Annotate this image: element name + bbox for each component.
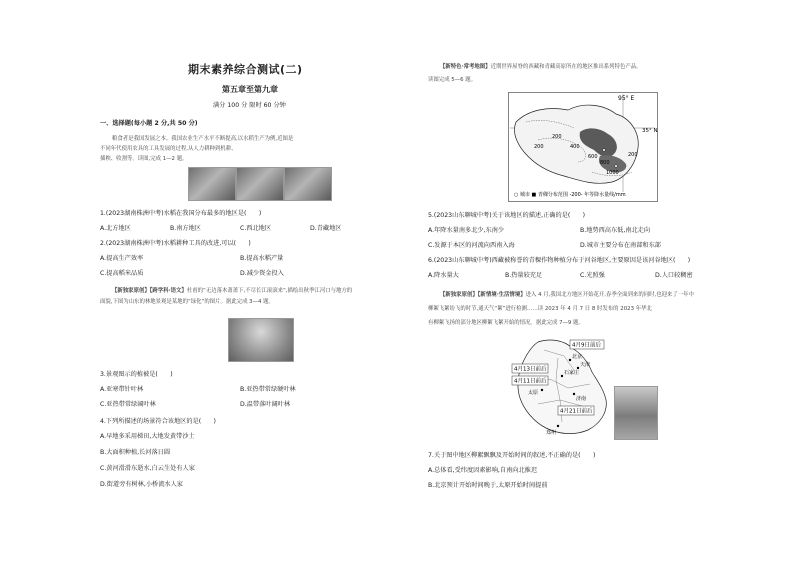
q7-stem: 7.关于图中地区柳絮飘飘及开始时间的叙述,不正确的是( )	[428, 452, 596, 459]
q4-option-d[interactable]: D.街道旁有树林,小桥流水人家	[100, 481, 183, 488]
q3-option-a[interactable]: A.亚寒带针叶林	[100, 386, 144, 393]
q4-stem: 4.下列所描述的场景符合该地区的是( )	[100, 418, 216, 425]
q5-option-b[interactable]: B.地势西高东低,南北走向	[580, 227, 651, 234]
map1-contour-label-3: 400	[570, 144, 580, 150]
q7-option-a[interactable]: A.总体看,受纬度因素影响,自南向北推迟	[428, 467, 538, 474]
map2-city-dot-shijiazhuang	[561, 375, 563, 377]
intro-line-2: 不同年代使用农具的工具发展的过程,从人力耕种到机耕、	[100, 146, 237, 152]
q6-option-b[interactable]: B.热量较充足	[505, 272, 543, 279]
new1-text-1	[112, 287, 352, 295]
new2-line-1	[440, 291, 694, 299]
map1-contour-label-7: 200	[628, 152, 638, 158]
map1-city-2	[615, 165, 618, 168]
right-intro-line-1	[440, 63, 642, 71]
q4-option-a[interactable]: A.早地多采用梯田,大地发黄带沙土	[100, 433, 195, 440]
new1-line-1: 杜甫的“无边落木萧萧下,不尽长江滚滚来”,描绘出秋季江河口与地方的	[186, 288, 353, 294]
score-time-meta: 满分 100 分 限时 60 分钟	[213, 102, 286, 109]
new1-tag: 【新独家原创】【跨学科·语文】	[112, 288, 187, 294]
map2-city-dot-tianjin	[577, 367, 579, 369]
q2-stem: 2.(2023湖南株洲中考)水稻耕种工具的改进,可以( )	[100, 240, 251, 247]
map2-city-dot-beijing	[569, 359, 571, 361]
q5-stem: 5.(2023山东聊城中考)关于该地区的描述,正确的是( )	[428, 212, 586, 219]
right-intro-line-2: 读图完成 5—6 题。	[428, 77, 477, 83]
photo-manual-farming	[188, 167, 236, 201]
right-intro-text-1: 近期世界屋脊的西藏和青藏高原所在的地区推出系列特色产品。	[490, 64, 642, 70]
photo-harvester	[284, 167, 332, 201]
map1-contour-label-4: 600	[588, 154, 598, 160]
q1-option-a[interactable]: A.北方地区	[100, 225, 131, 232]
intro-line-3: 插秧、收割等。读图,完成 1—2 题。	[100, 156, 188, 162]
q6-option-a[interactable]: A.降水量大	[428, 272, 459, 279]
map1-city-1	[603, 149, 606, 152]
map2-callout-2: 4月13日前后	[514, 366, 547, 373]
map2-city-dot-jinan	[573, 393, 575, 395]
photo-tractor-farming	[236, 167, 284, 201]
page-title: 期末素养综合测试(二)	[188, 63, 303, 76]
intro-line-1: 粮食者是我国发展之本。我国农业生产水平不断提高,以水稻生产为例,近图是	[112, 136, 294, 142]
map2-city-dot-zhengzhou	[557, 425, 559, 427]
map-north-china-catkins	[508, 336, 614, 440]
q2-option-d[interactable]: D.减少资金投入	[240, 270, 284, 277]
new2-line-3: 有柳絮飞扬的部分地区柳絮飞絮开始的情况。据此完成 7—9 题。	[428, 320, 584, 326]
q3-option-c[interactable]: C.亚热带常绿阔叶林	[100, 401, 156, 408]
new1-line-2: 面貌,下图为山东的林地景观是某地的“绿化”的图片。据此完成 3—4 题。	[100, 299, 274, 305]
map2-city-beijing: 北京	[572, 354, 583, 360]
q6-option-d[interactable]: D.人口较稠密	[655, 272, 693, 279]
q6-option-c[interactable]: C.光照强	[580, 272, 605, 279]
q2-option-b[interactable]: B.提高水稻产量	[240, 255, 284, 262]
q4-option-c[interactable]: C.黄河滑滑东逝水,白云生处有人家	[100, 465, 195, 472]
map2-callout-4: 4月21日前后	[560, 408, 593, 415]
new2-tag: 【新独家原创】【新情境·生活情境】	[440, 292, 526, 298]
map2-callout-3: 4月11日前后	[514, 378, 547, 385]
q5-option-c[interactable]: C.发源于本区的河流向西南入海	[428, 242, 515, 249]
map2-city-dot-taiyuan	[541, 389, 543, 391]
q2-option-c[interactable]: C.提高稻米品质	[100, 270, 144, 277]
map1-contour-label-5: 800	[600, 160, 610, 166]
q5-option-d[interactable]: D.城市主要分布在南部和东部	[580, 242, 661, 249]
photo-catkins-trees	[614, 386, 658, 440]
map2-city-zhengzhou: 郑州	[546, 430, 557, 436]
right-intro-tag: 【新特色·常考地图】	[440, 64, 491, 70]
q3-stem: 3.景观图示的植被是( )	[100, 371, 173, 378]
page-subtitle: 第五章至第九章	[222, 85, 278, 94]
q1-option-d[interactable]: D.青藏地区	[310, 225, 342, 232]
q1-option-c[interactable]: C.西北地区	[240, 225, 272, 232]
map2-region-outline	[518, 340, 606, 434]
map1-lon-label: 95° E	[618, 95, 635, 102]
q5-option-a[interactable]: A.年降水量南多北少,东南少	[428, 227, 505, 234]
map2-city-shijiazhuang: 石家庄	[564, 370, 580, 376]
map1-contour-label-2: 200	[534, 144, 544, 150]
q2-option-a[interactable]: A.提高生产效率	[100, 255, 144, 262]
q3-option-d[interactable]: D.温带落叶阔叶林	[240, 401, 291, 408]
map1-legend: ○ 城市 ■ 青稞分布范围 -200- 年等降水量线/mm	[514, 192, 626, 198]
q6-stem: 6.(2023山东聊城中考)西藏被称誉的青稞作物种植分布于河谷地区,主要原因是该河谷地区( )	[428, 257, 691, 264]
map1-lat-label: 35° N	[642, 128, 658, 134]
map2-city-tianjin: 天津	[580, 362, 591, 368]
map2-city-jinan: 济南	[576, 396, 587, 402]
map2-callout-1: 4月9日前后	[572, 342, 601, 349]
section-heading: 一、选择题(每小题 2 分,共 50 分)	[100, 120, 198, 127]
q7-option-b[interactable]: B.北京预计开始时间晚于,太原开始时间提前	[428, 482, 548, 489]
map-qinghai-tibet	[508, 92, 658, 202]
new2-line-2: 柳絮飞絮纷飞的时节,通天气“絮”进行检测……读 2023 年 4 月 7 日 8 时发布的 2023 年华北	[428, 306, 652, 312]
map1-contour-label-1: 200	[552, 134, 562, 140]
q1-stem: 1.(2023湖南株洲中考)水稻在我国分布最多的地区是( )	[100, 210, 262, 217]
q1-option-b[interactable]: B.南方地区	[170, 225, 201, 232]
q3-option-b[interactable]: B.亚热带常绿硬叶林	[240, 386, 296, 393]
new2-text-1: 进入 4 月,我国北方地区开始花开,春季全面到来的同时,也迎来了一年中	[525, 292, 694, 298]
photo-forest-landscape	[228, 318, 294, 362]
map2-city-taiyuan: 太原	[528, 390, 539, 396]
q4-option-b[interactable]: B.大面积种植,长河落日圆	[100, 449, 171, 456]
map1-contour-label-6: 1000	[606, 170, 619, 176]
